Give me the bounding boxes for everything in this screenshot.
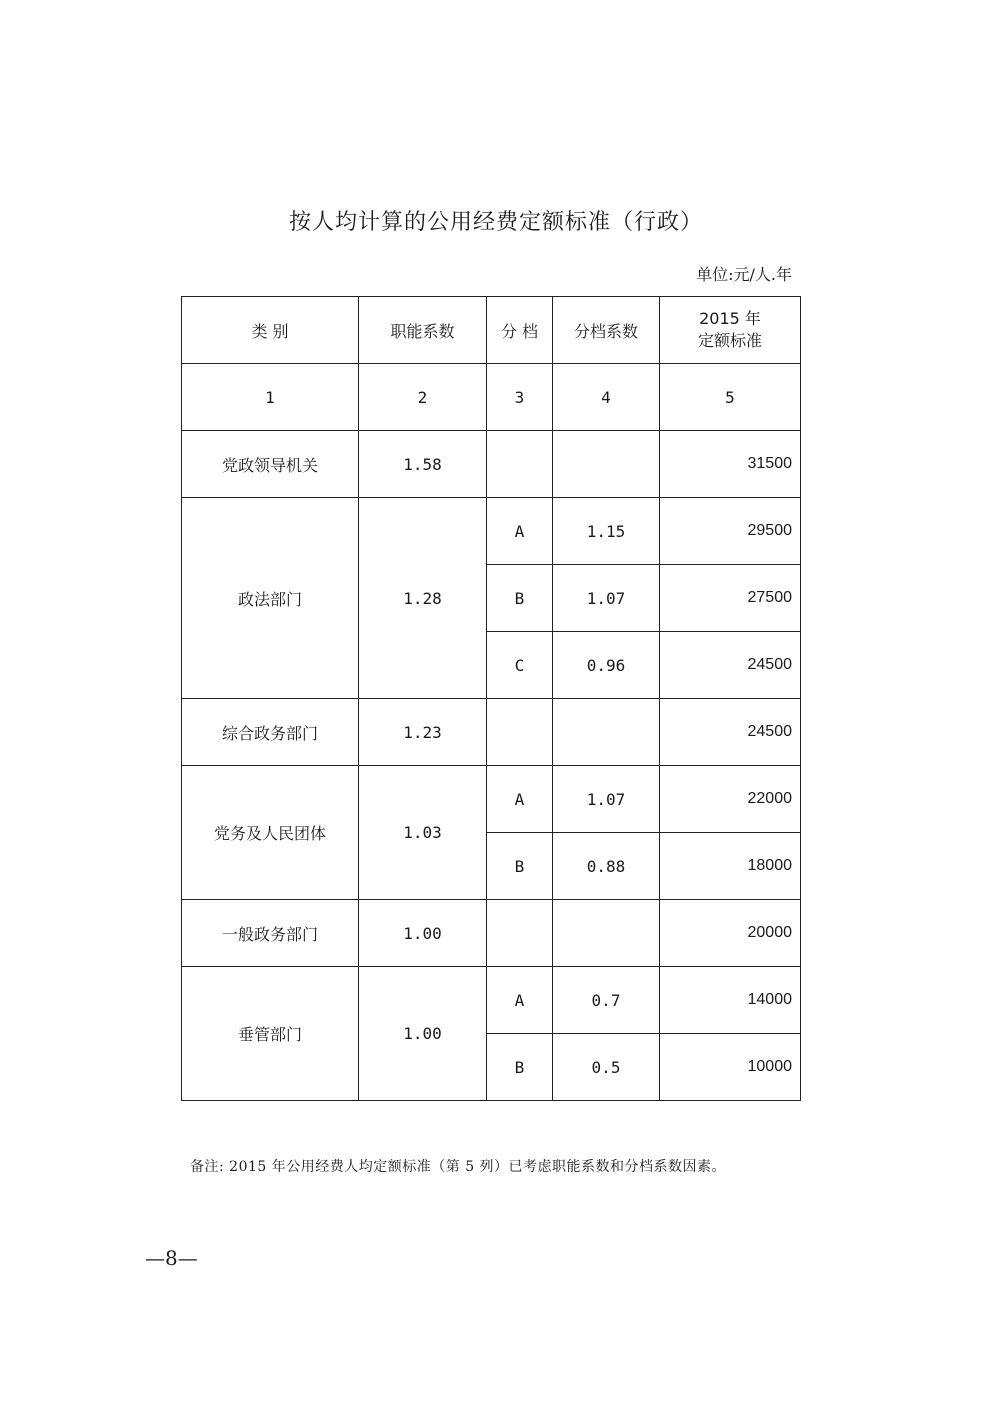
- tier-cell: A: [487, 498, 553, 565]
- category-cell: 政法部门: [182, 498, 359, 699]
- footnote: 备注: 2015 年公用经费人均定额标准（第 5 列）已考虑职能系数和分档系数因素。: [190, 1159, 727, 1175]
- table-row: [182, 498, 801, 565]
- category-cell: 一般政务部门: [182, 900, 359, 967]
- standard-cell: 27500: [660, 565, 801, 632]
- standard-cell: 10000: [660, 1034, 801, 1101]
- function-coef-cell: 1.58: [359, 431, 487, 498]
- table-row: [182, 699, 801, 766]
- column-number-row: [182, 364, 801, 431]
- tier-coef-cell: 0.96: [553, 632, 660, 699]
- table-row: [182, 766, 801, 833]
- function-coef-cell: 1.28: [359, 498, 487, 699]
- function-coef-cell: 1.03: [359, 766, 487, 900]
- table-row: [182, 900, 801, 967]
- tier-cell: [487, 699, 553, 766]
- tier-coef-cell: [553, 699, 660, 766]
- tier-coef-cell: 1.07: [553, 766, 660, 833]
- standard-cell: 31500: [660, 431, 801, 498]
- standard-cell: 18000: [660, 833, 801, 900]
- category-cell: 党务及人民团体: [182, 766, 359, 900]
- table-row: [182, 967, 801, 1034]
- standard-cell: 22000: [660, 766, 801, 833]
- header-tier: 分 档: [487, 297, 553, 364]
- table-body: [182, 364, 801, 1101]
- col-number: 3: [487, 364, 553, 431]
- header-tier-coef: 分档系数: [553, 297, 660, 364]
- tier-coef-cell: 0.88: [553, 833, 660, 900]
- standard-cell: 20000: [660, 900, 801, 967]
- page-number: —8—: [145, 1246, 198, 1270]
- header-standard-line1: 2015 年: [699, 309, 761, 328]
- category-cell: 垂管部门: [182, 967, 359, 1101]
- tier-cell: C: [487, 632, 553, 699]
- col-number: 1: [182, 364, 359, 431]
- standard-cell: 24500: [660, 632, 801, 699]
- col-number: 2: [359, 364, 487, 431]
- tier-coef-cell: [553, 900, 660, 967]
- standard-cell: 14000: [660, 967, 801, 1034]
- tier-cell: A: [487, 967, 553, 1034]
- header-standard-line2: 定额标准: [697, 331, 762, 350]
- tier-cell: [487, 900, 553, 967]
- category-cell: 党政领导机关: [182, 431, 359, 498]
- tier-coef-cell: 1.15: [553, 498, 660, 565]
- header-row: [182, 297, 801, 364]
- standard-cell: 24500: [660, 699, 801, 766]
- col-number: 5: [660, 364, 801, 431]
- quota-table: [181, 296, 801, 1101]
- category-cell: 综合政务部门: [182, 699, 359, 766]
- function-coef-cell: 1.00: [359, 967, 487, 1101]
- header-category: 类 别: [182, 297, 359, 364]
- tier-cell: [487, 431, 553, 498]
- tier-cell: B: [487, 833, 553, 900]
- tier-coef-cell: [553, 431, 660, 498]
- tier-coef-cell: 0.5: [553, 1034, 660, 1101]
- document-title: 按人均计算的公用经费定额标准（行政）: [288, 210, 703, 235]
- function-coef-cell: 1.23: [359, 699, 487, 766]
- function-coef-cell: 1.00: [359, 900, 487, 967]
- header-standard: [660, 297, 801, 364]
- table-row: [182, 431, 801, 498]
- tier-coef-cell: 1.07: [553, 565, 660, 632]
- unit-label: 单位:元/人.年: [696, 265, 792, 284]
- standard-cell: 29500: [660, 498, 801, 565]
- tier-coef-cell: 0.7: [553, 967, 660, 1034]
- tier-cell: A: [487, 766, 553, 833]
- header-function-coef: 职能系数: [359, 297, 487, 364]
- tier-cell: B: [487, 1034, 553, 1101]
- tier-cell: B: [487, 565, 553, 632]
- col-number: 4: [553, 364, 660, 431]
